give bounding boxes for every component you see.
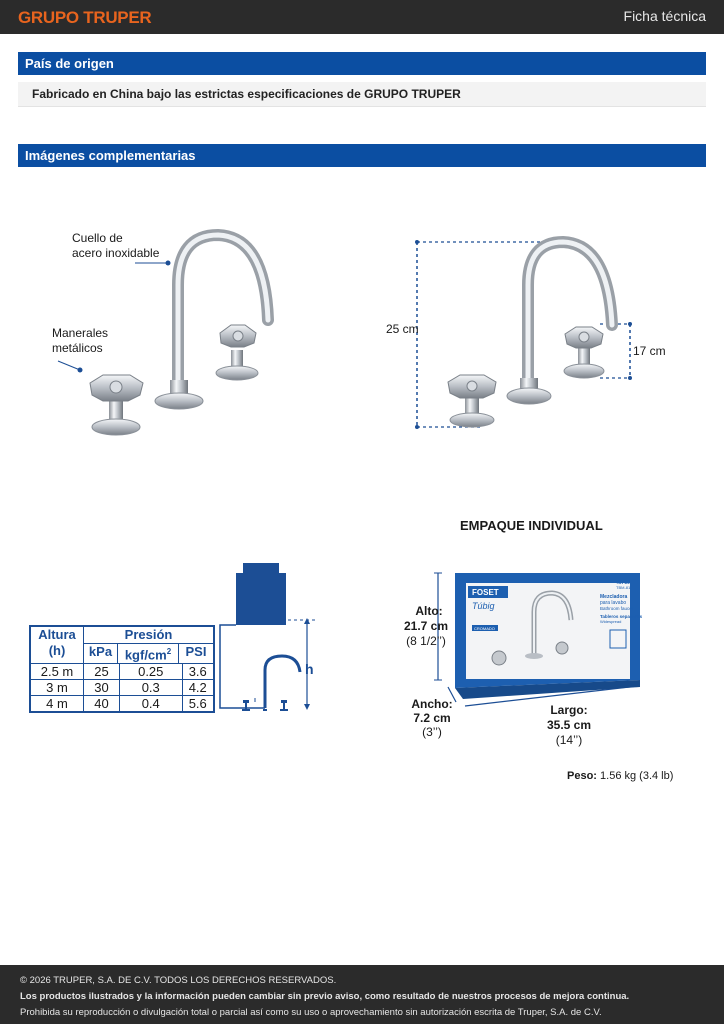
- pressure-kpa-cell: 25: [84, 664, 120, 679]
- box-feature-text: Tableros separados: [600, 614, 643, 619]
- package-box-image: [430, 560, 650, 720]
- weight-text: [567, 769, 673, 784]
- pressure-h-cell: 3 m: [31, 680, 84, 695]
- box-name-text-2: para lavabo: [600, 600, 627, 606]
- footer-copyright: © 2026 TRUPER, S.A. DE C.V. TODOS LOS DERECHOS RESERVADOS.: [20, 975, 337, 986]
- pressure-kpa-cell: 40: [84, 696, 120, 711]
- box-model-text: TBM-81: [616, 585, 631, 590]
- pressure-kpa-cell: 30: [84, 680, 120, 695]
- altura-header: Altura: [38, 627, 76, 642]
- pressure-psi-cell: 4.2: [188, 680, 207, 696]
- kgf-superscript: 2: [166, 647, 172, 656]
- spout-height-dimension: 17 cm: [633, 344, 666, 358]
- pressure-h-cell: 4 m: [31, 696, 84, 711]
- kgf-header: kgf/cm: [124, 647, 167, 663]
- pressure-table: [29, 625, 215, 713]
- faucet-dimensions-image: [400, 230, 650, 440]
- footer: [0, 965, 724, 1024]
- handles-callout-line2: metálicos: [52, 341, 103, 355]
- origin-text: Fabricado en China bajo las estrictas especificaciones de GRUPO TRUPER: [18, 82, 706, 107]
- ancho-inches: (3’’): [422, 725, 442, 739]
- box-finish-text: CROMADO: [474, 626, 495, 631]
- pressure-table-row: [31, 664, 213, 680]
- box-name-en-text: Bathroom faucet: [600, 606, 634, 611]
- alto-inches: (8 1/2’’): [406, 634, 446, 648]
- ancho-label: Ancho:: [411, 697, 453, 711]
- ancho-value: 7.2 cm: [413, 711, 451, 725]
- neck-callout-line2: acero inoxidable: [72, 246, 160, 260]
- box-feature-en-text: Widespread: [600, 619, 622, 624]
- pressure-kgf-cell: 0.3: [120, 680, 183, 695]
- grupo-truper-logo: GRUPO TRUPER: [18, 8, 152, 27]
- box-line-text: Túbig: [472, 601, 495, 611]
- alto-value: 21.7 cm: [403, 619, 449, 633]
- images-section-title: Imágenes complementarias: [18, 144, 706, 167]
- pressure-table-row: [31, 696, 213, 711]
- kpa-header: kPa: [84, 644, 118, 663]
- pressure-psi-cell: 3.6: [188, 664, 207, 680]
- box-code-text: 46759: [616, 580, 630, 586]
- handles-callout-line1: Manerales: [52, 326, 109, 340]
- origin-section-title: País de origen: [18, 52, 706, 75]
- total-height-dimension: 25 cm: [386, 322, 419, 336]
- pressure-h-cell: 2.5 m: [31, 664, 84, 679]
- weight-label: Peso:: [567, 770, 597, 782]
- document-type: Ficha técnica: [623, 8, 706, 24]
- height-h-label: h: [305, 661, 314, 677]
- box-name-text-1: Mezcladora: [600, 594, 628, 600]
- box-brand-text: FOSET: [472, 588, 499, 597]
- h-header: (h): [48, 643, 66, 658]
- weight-value: 1.56 kg (3.4 lb): [600, 770, 674, 782]
- pressure-table-row: [31, 680, 213, 696]
- package-title: EMPAQUE INDIVIDUAL: [460, 518, 603, 533]
- top-bar: [0, 0, 724, 34]
- pressure-kgf-cell: 0.25: [120, 664, 183, 679]
- largo-label: Largo:: [550, 703, 588, 717]
- alto-label: Alto:: [415, 604, 443, 618]
- neck-callout-line1: Cuello de: [72, 231, 123, 245]
- psi-header: PSI: [185, 644, 207, 659]
- presion-header: Presión: [84, 627, 213, 644]
- footer-prohibition: Prohibida su reproducción o divulgación total o parcial así como su uso o aprovechamiento sin autorización escrita de Truper, S.A. de C.V.: [20, 1007, 602, 1018]
- tank-height-diagram: [215, 560, 325, 720]
- largo-value: 35.5 cm: [546, 718, 592, 732]
- largo-inches: (14’’): [555, 733, 583, 747]
- pressure-psi-cell: 5.6: [188, 696, 207, 712]
- pressure-kgf-cell: 0.4: [120, 696, 183, 711]
- footer-notice: Los productos ilustrados y la información pueden cambiar sin previo aviso, como resultado de nuestros procesos de mejora continua.: [20, 991, 630, 1002]
